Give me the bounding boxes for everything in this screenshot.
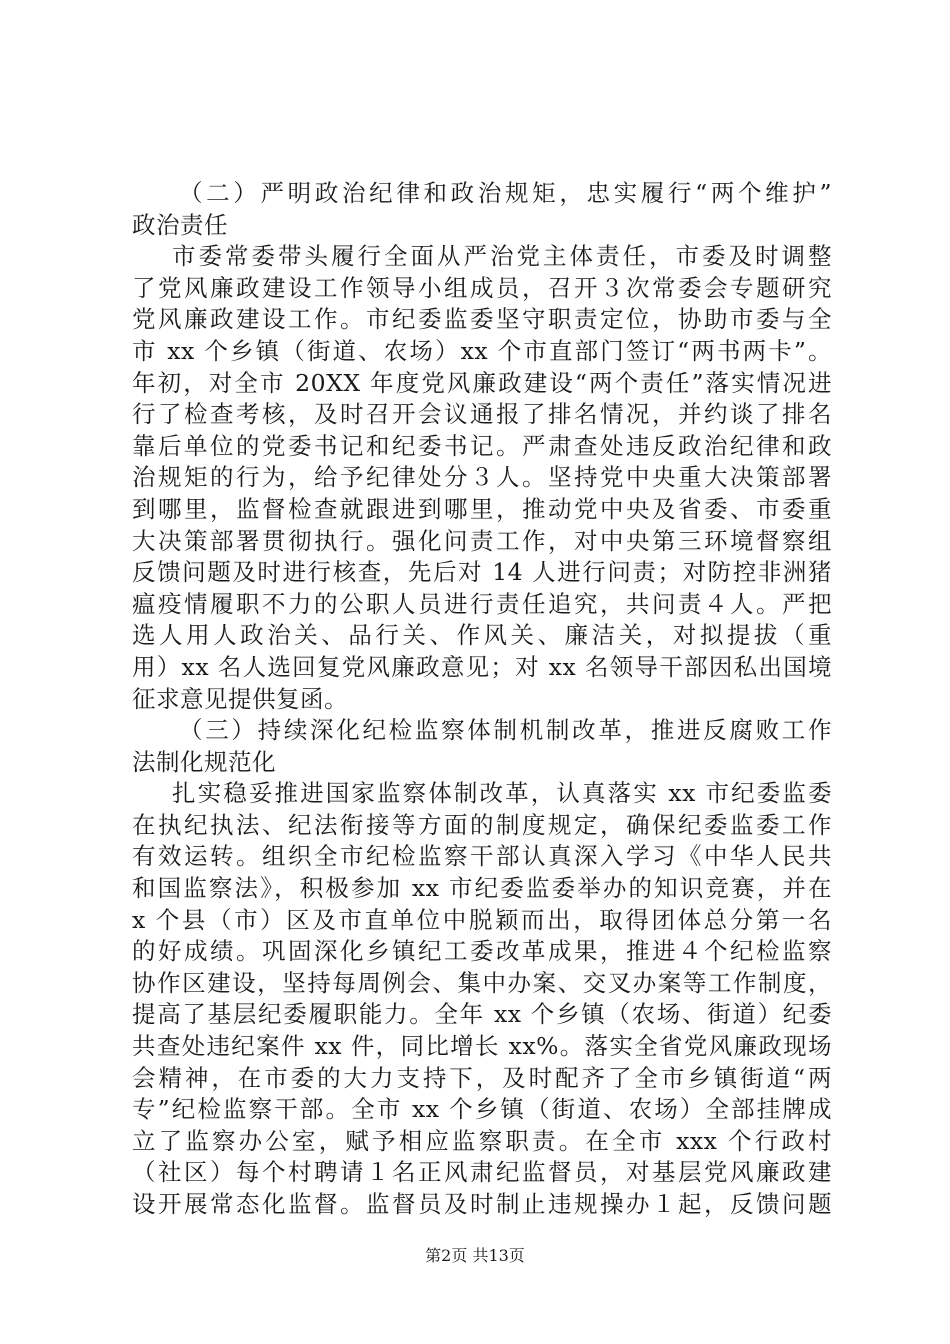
document-body (132, 178, 832, 1221)
section-heading-line: 法制化规范化 (132, 747, 276, 776)
section-3 (132, 715, 832, 1221)
paragraph-line: 和国监察法》，积极参加 xx 市纪委监委举办的知识竞赛，并在 (132, 874, 832, 903)
paragraph-line: 到哪里，监督检查就跟进到哪里，推动党中央及省委、市委重 (132, 494, 832, 523)
paragraph-line: 在执纪执法、纪法衔接等方面的制度规定，确保纪委监委工作 (132, 810, 832, 839)
paragraph-line: 共查处违纪案件 xx 件，同比增长 xx%。落实全省党风廉政现场 (132, 1032, 832, 1061)
paragraph-line: 提高了基层纪委履职能力。全年 xx 个乡镇（农场、街道）纪委 (132, 1000, 832, 1029)
paragraph-line: 协作区建设，坚持每周例会、集中办案、交叉办案等工作制度， (132, 968, 832, 997)
paragraph-line: 了党风廉政建设工作领导小组成员，召开３次常委会专题研究 (132, 273, 832, 302)
paragraph-line: 党风廉政建设工作。市纪委监委坚守职责定位，协助市委与全 (132, 305, 832, 334)
paragraph-line: 行了检查考核，及时召开会议通报了排名情况，并约谈了排名 (132, 400, 832, 429)
paragraph-line: 大决策部署贯彻执行。强化问责工作，对中央第三环境督察组 (132, 526, 832, 555)
paragraph-line: 瘟疫情履职不力的公职人员进行责任追究，共问责４人。严把 (132, 589, 832, 618)
paragraph-line: 反馈问题及时进行核查，先后对 14 人进行问责；对防控非洲猪 (132, 558, 832, 587)
paragraph-line: （社区）每个村聘请１名正风肃纪监督员，对基层党风廉政建 (132, 1158, 832, 1187)
paragraph-line: 的好成绩。巩固深化乡镇纪工委改革成果，推进４个纪检监察 (132, 937, 832, 966)
paragraph-line: 治规矩的行为，给予纪律处分３人。坚持党中央重大决策部署 (132, 463, 832, 492)
paragraph-line: 征求意见提供复函。 (132, 684, 348, 713)
paragraph-line: 会精神，在市委的大力支持下，及时配齐了全市乡镇街道“两 (132, 1063, 832, 1092)
paragraph-line: 扎实稳妥推进国家监察体制改革，认真落实 xx 市纪委监委 (172, 779, 832, 808)
paragraph-line: 用）xx 名人选回复党风廉政意见；对 xx 名领导干部因私出国境 (132, 652, 832, 681)
section-heading-line: （三）持续深化纪检监察体制机制改革，推进反腐败工作 (179, 716, 832, 745)
paragraph-line: 选人用人政治关、品行关、作风关、廉洁关，对拟提拔（重 (132, 621, 832, 650)
paragraph-line: x 个县（市）区及市直单位中脱颖而出，取得团体总分第一名 (132, 905, 832, 934)
paragraph-line: 专”纪检监察干部。全市 xx 个乡镇（街道、农场）全部挂牌成 (132, 1095, 832, 1124)
section-heading-line: （二）严明政治纪律和政治规矩，忠实履行“两个维护” (179, 179, 832, 207)
page-number: 第2页 共13页 (425, 1246, 525, 1265)
paragraph-line: 市 xx 个乡镇（街道、农场）xx 个市直部门签订“两书两卡”。 (132, 336, 832, 365)
paragraph-line: 市委常委带头履行全面从严治党主体责任，市委及时调整 (172, 242, 832, 271)
paragraph-line: 有效运转。组织全市纪检监察干部认真深入学习《中华人民共 (132, 842, 832, 871)
section-heading-line: 政治责任 (132, 210, 228, 239)
section-2 (132, 178, 832, 715)
paragraph-line: 年初，对全市 20XX 年度党风廉政建设“两个责任”落实情况进 (132, 368, 832, 397)
page-footer (0, 1246, 950, 1266)
paragraph-line: 设开展常态化监督。监督员及时制止违规操办１起，反馈问题 (132, 1190, 832, 1218)
paragraph-line: 靠后单位的党委书记和纪委书记。严肃查处违反政治纪律和政 (132, 431, 832, 460)
paragraph-line: 立了监察办公室，赋予相应监察职责。在全市 xxx 个行政村 (132, 1126, 832, 1155)
